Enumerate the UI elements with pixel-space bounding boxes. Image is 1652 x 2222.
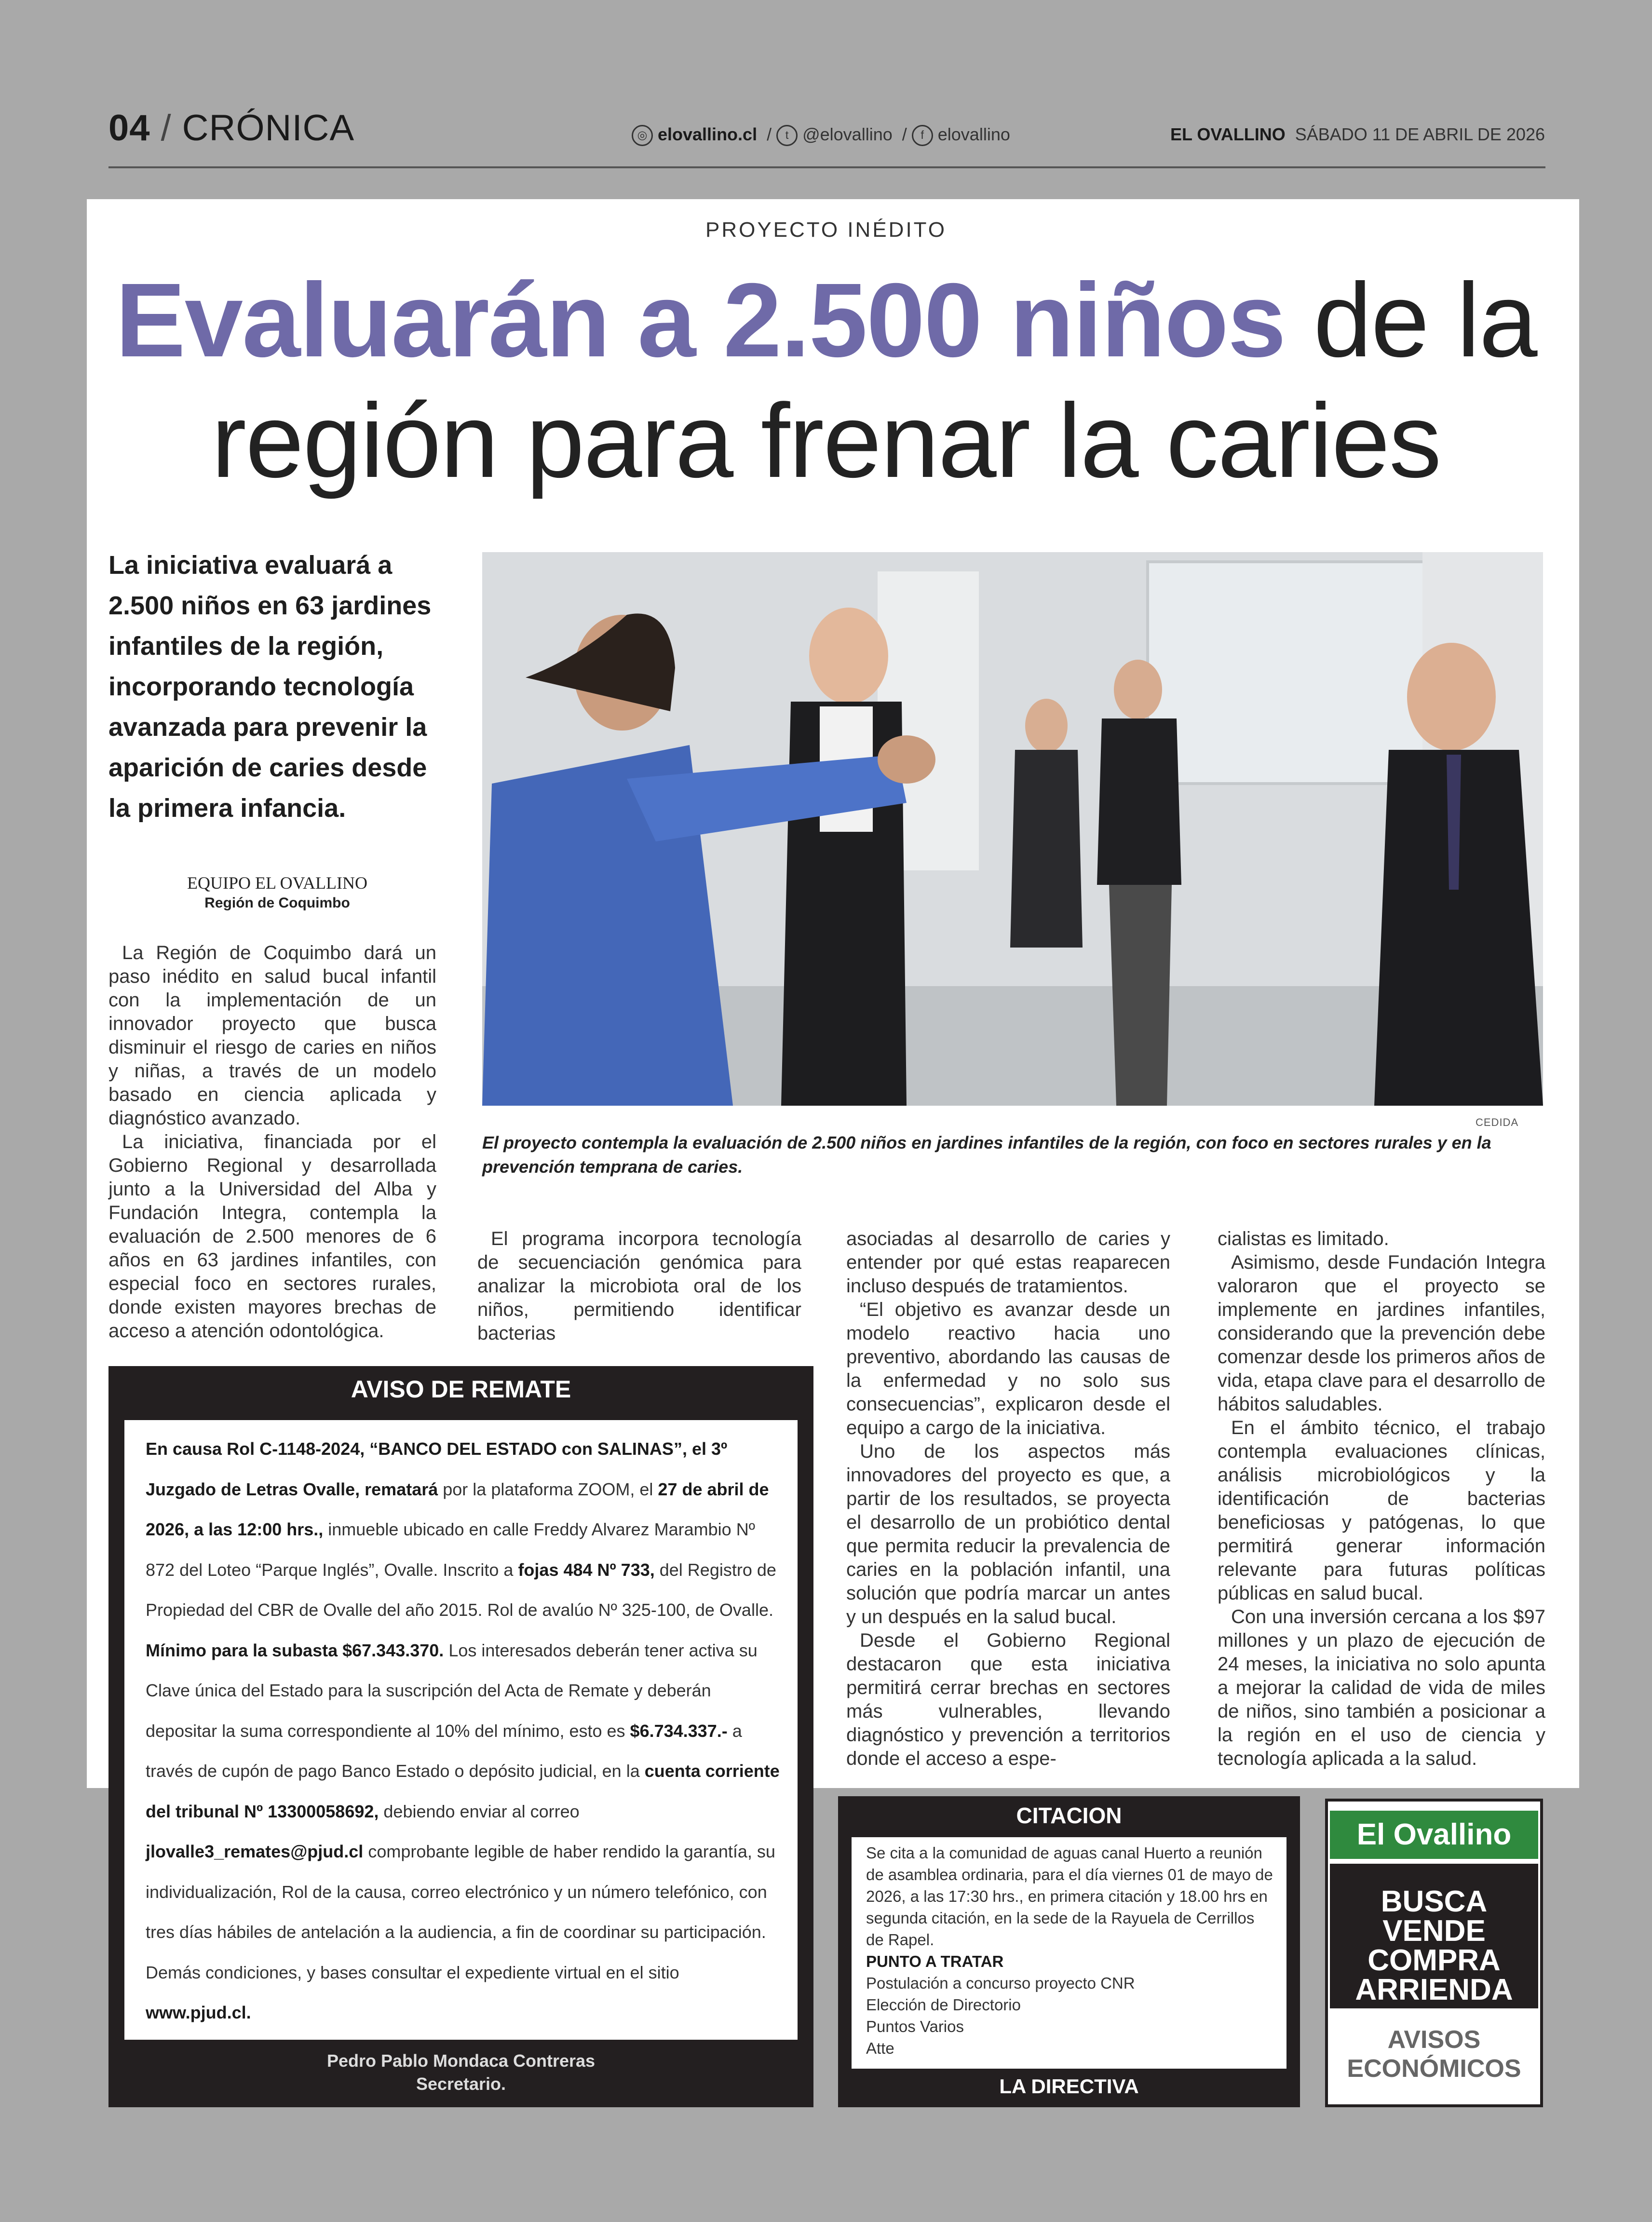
ad-footer-line: ECONÓMICOS [1347,2055,1521,2083]
headline-part-2: región para frenar la caries [211,382,1441,500]
ad-footer-line: AVISOS [1387,2026,1481,2054]
citation-text [866,1842,1276,2059]
social-links: ◎ elovallino.cl / t @elovallino / f elovallino [632,124,1010,146]
citation-points-title: PUNTO A TRATAR [866,1952,1004,1970]
auction-notice-title: AVISO DE REMATE [351,1376,571,1403]
photo-credit: CEDIDA [1476,1116,1519,1128]
photo-illustration [482,552,1543,1106]
notice-fojas: fojas 484 Nº 733, [518,1559,655,1580]
notice-text: Los interesados deberán tener activa su Clave única del Estado para la suscripción del Acta de Remate y deberán depositar la suma correspondiente al 10% del mínimo, esto es [146,1640,758,1741]
notice-text: a través de cupón de pago Banco Estado o depósito judicial, en la [146,1721,742,1781]
header-divider [108,166,1545,168]
byline-author: EQUIPO EL OVALLINO [187,873,367,893]
ad-line: VENDE [1382,1914,1486,1948]
paragraph: Uno de los aspectos más innovadores del proyecto es que, a partir de los resultados, se proyecta el desarrollo de un probiótico dental que permita reducir la prevalencia de caries en la población infantil, una solución que podría marcar un antes y un después en la salud bucal. [846,1441,1170,1627]
article-photo [482,552,1543,1106]
notice-minimum: Mínimo para la subasta $67.343.370. [146,1640,444,1660]
article-column-4 [1218,1227,1545,1771]
notice-website-link[interactable]: www.pjud.cl. [146,2003,251,2022]
article-column-1 [108,941,436,1343]
paragraph: En el ámbito técnico, el trabajo contempla evaluaciones clínicas, análisis microbiológicos y la identificación de bacterias beneficiosas y patógenas, lo que permitirá generar información relevante para futuras políticas públicas en salud bucal. [1218,1417,1545,1604]
article-kicker: PROYECTO INÉDITO [705,218,947,242]
byline-location: Región de Coquimbo [204,895,350,911]
website-link[interactable]: elovallino.cl [658,124,758,144]
section-header: 04 / CRÓNICA [108,108,355,149]
notice-case: En causa Rol C-1148-2024, “BANCO DEL ESTADO con SALINAS”, el 3º Juzgado de Letras Ovalle, rematará [146,1439,728,1499]
notice-text: debiendo enviar al correo [379,1801,580,1821]
notice-text: por la plataforma ZOOM, el [438,1479,658,1499]
citation-point: Elección de Directorio [866,1996,1021,2014]
page-number: 04 [108,108,150,149]
headline-part-1: de la [1313,262,1537,379]
article-headline [0,260,1652,501]
section-name: CRÓNICA [182,108,355,149]
notice-date: 27 de abril de 2026, a las 12:00 hrs., [146,1479,769,1539]
article-column-3 [846,1227,1170,1771]
twitter-handle[interactable]: @elovallino [802,124,893,144]
paragraph: “El objetivo es avanzar desde un modelo reactivo hacia uno preventivo, abordando las causas de la enfermedad y no solo sus consecuencias”, explicaron desde el equipo a cargo de la iniciativa. [846,1299,1170,1438]
notice-deposit: $6.734.337.- [630,1721,728,1741]
paragraph: Asimismo, desde Fundación Integra valoraron que el proyecto se implemente en jardines infantiles, considerando que la prevención debe comenzar desde los primeros años de vida, etapa clave para el desarrollo de hábitos saludables. [1218,1252,1545,1415]
paragraph: El programa incorpora tecnología de secuenciación genómica para analizar la microbiota oral de los niños, permitiendo identificar bacterias [477,1228,801,1344]
article-lead: La iniciativa evaluará a 2.500 niños en 63 jardines infantiles de la región, incorporando tecnología avanzada para prevenir la aparición de caries desde la primera infancia. [108,551,432,823]
photo-caption: El proyecto contempla la evaluación de 2.500 niños en jardines infantiles de la región, con foco en sectores rurales y en la prevención temprana de caries. [482,1133,1491,1177]
facebook-handle[interactable]: elovallino [937,124,1010,144]
auction-notice-signature [108,2049,813,2096]
signer-name: Pedro Pablo Mondaca Contreras [326,2051,596,2071]
ad-footer [1330,2025,1538,2083]
citation-point: Postulación a concurso proyecto CNR [866,1974,1135,1992]
ad-logo: El Ovallino [1330,1811,1538,1859]
paper-name: EL OVALLINO [1170,124,1286,144]
facebook-icon: f [912,125,933,146]
paragraph: La Región de Coquimbo dará un paso inédito en salud bucal infantil con la implementación de un innovador proyecto que busca disminuir el riesgo de caries en niños y niñas, a través de un modelo basado en ciencia aplicada y diagnóstico avanzado. [108,942,436,1129]
citation-point: Atte [866,2039,894,2057]
paragraph: Con una inversión cercana a los $97 millones y un plazo de ejecución de 24 meses, la iniciativa no solo apunta a mejorar la calidad de vida de miles de niños, sino también a posicionar a la región en el uso de ciencia y tecnología aplicada a la salud. [1218,1606,1545,1769]
notice-email-link[interactable]: jlovalle3_remates@pjud.cl [146,1842,364,1861]
globe-icon: ◎ [632,125,653,146]
ad-line: COMPRA [1368,1944,1501,1977]
ad-line: BUSCA [1381,1885,1488,1918]
notice-text: inmueble ubicado en calle Freddy Alvarez Marambio Nº 872 del Loteo “Parque Inglés”, Ovalle. Inscrito a [146,1519,755,1580]
ad-slogan [1330,1864,1538,2008]
byline [108,873,446,911]
paragraph: asociadas al desarrollo de caries y entender por qué estas reaparecen incluso después de tratamientos. [846,1228,1170,1297]
notice-text: comprobante legible de haber rendido la garantía, su individualización, Rol de la causa, correo electrónico y un número telefónico, con tres días hábiles de antelación a la audiencia, a fin de coordinar su participación. Demás condiciones, y bases consultar el expediente virtual en el sitio [146,1842,775,1982]
citation-title: CITACION [1016,1803,1122,1828]
paragraph: Desde el Gobierno Regional destacaron que esta iniciativa permitirá cerrar brechas en sectores más vulnerables, llevando diagnóstico y prevención a territorios donde el acceso a espe- [846,1630,1170,1769]
citation-footer: LA DIRECTIVA [999,2075,1139,2098]
notice-account: cuenta corriente del tribunal Nº 13300058692, [146,1761,780,1821]
auction-notice-text [146,1429,782,2033]
paragraph: cialistas es limitado. [1218,1228,1389,1249]
article-column-2 [477,1227,801,1345]
notice-text: del Registro de Propiedad del CBR de Ovalle del año 2015. Rol de avalúo Nº 325-100, de Ovalle. [146,1559,776,1620]
ad-line: ARRIENDA [1355,1973,1513,2006]
paragraph: La iniciativa, financiada por el Gobierno Regional y desarrollada junto a la Universidad del Alba y Fundación Integra, contempla la evaluación de 2.500 menores de 6 años en 63 jardines infantiles, con especial foco en sectores rurales, donde existen mayores brechas de acceso a atención odontológica. [108,1131,436,1341]
twitter-icon: t [776,125,798,146]
citation-paragraph: Se cita a la comunidad de aguas canal Huerto a reunión de asamblea ordinaria, para el día viernes 01 de mayo de 2026, a las 17:30 hrs., en primera citación y 18.00 hrs en segunda citación, en la sede de la Rayuela de Cerrillos de Rapel. [866,1844,1273,1949]
masthead-date [1170,124,1545,145]
issue-date: SÁBADO 11 DE ABRIL DE 2026 [1295,124,1545,144]
headline-highlight: Evaluarán a 2.500 niños [115,262,1286,379]
citation-point: Puntos Varios [866,2018,964,2035]
signer-role: Secretario. [416,2074,506,2094]
